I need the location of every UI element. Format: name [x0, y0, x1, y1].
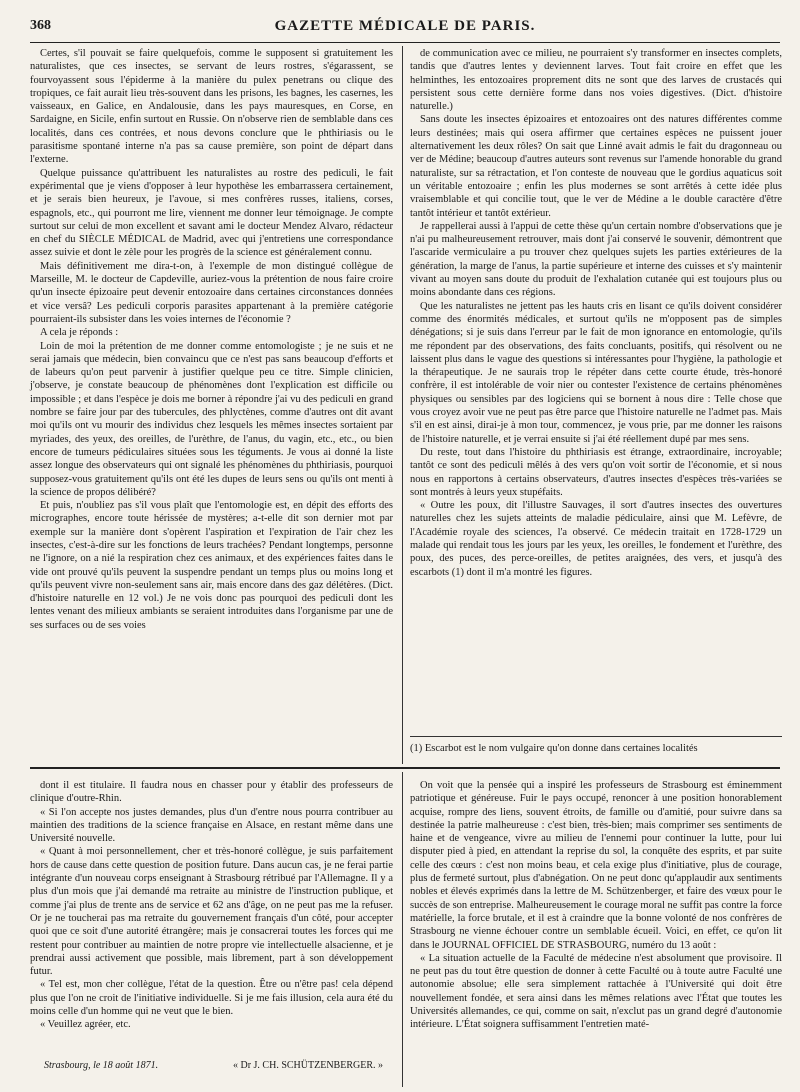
paragraph: Loin de moi la prétention de me donner comme entomologiste ; je ne suis et ne serai jamais que médecin, bien convaincu que ce n'est pas sans beaucoup d'efforts et de labeurs qu'on peut parvenir à justifier quelque peu ce titre. Simple clinicien, j'observe, je constate beaucoup de phénomènes dont l'explication est difficile ou impossible ; et dans l'espèce je dois me borner à répondre j'ai vu des pediculi en grand nombre se faire jour par des tubercules, des phlyctènes, comme d'autres ont dit avant moi qu'ils ont vu mourir des individus chez lesquels les mêmes insectes sortaient par myriades, des yeux, des oreilles, de l'urèthre, de l'anus, du vagin, etc., etc., ou bien encore de tumeurs pédiculaires situées sous les téguments. Je vous ai donné la liste assez longue des observateurs qui ont signalé les phénomènes du phthiriasis, pourquoi supposez-vous gratuitement qu'ils ont été les dupes de leurs sens ou qu'ils ont menti à la science de propos délibéré?	[30, 340, 393, 498]
signature-name: « Dr J. CH. SCHÜTZENBERGER. »	[232, 1060, 383, 1071]
page-number: 368	[30, 18, 51, 33]
section-divider	[30, 767, 780, 769]
paragraph: Quelque puissance qu'attribuent les naturalistes au rostre des pediculi, le fait expérimental que je viens d'opposer à leur hypothèse les embarrassera certainement, et je serais bien heureux, je l'avoue, si mes confrères russes, italiens, corses, espagnols, etc., qui pourront me lire, viennent me donner leur témoignage. Je compte surtout sur celui de mon excellent et savant ami le docteur Mendez Alvaro, rédacteur en chef du SIÈCLE MÉDICAL de Madrid, avec qui j'entretiens une correspondance assez suivie et dont le zèle pour les progrès de la science est généralement connu.	[30, 167, 393, 259]
column-2	[410, 47, 782, 579]
column-4	[410, 779, 782, 1032]
paragraph: On voit que la pensée qui a inspiré les professeurs de Strasbourg est éminemment patriotique et généreuse. Fuir le pays occupé, renoncer à une position honorablement acquise, rompre des liens, souvent étroits, de famille ou d'amitié, pour suivre dans sa destinée la patrie malheureuse : c'est bien, très-bien; mais comprimer ses sentiments de haine et de vengeance, vivre au milieu de l'ennemi pour continuer la lutte, pour lui disputer pied à pied, en attendant la reprise du sol, la conquête des esprits, et par suite celle des cœurs : c'est non moins beau, et cela exige plus d'initiative, plus de courage, plus de fermeté surtout, plus d'abnégation. On ne peut donc qu'applaudir aux sentiments nobles et élevés exprimés dans la lettre de M. Schützenberger, et faire des vœux pour le succès de son entreprise. Malheureusement le courage moral ne suffit pas contre la force matérielle, la force brutale, et il est à craindre que la bonne volonté de nos confrères de Strasbourg ne vienne échouer contre un semblable écueil. Voici, en effet, ce qu'on lit dans le JOURNAL OFFICIEL DE STRASBOURG, numéro du 13 août :	[410, 780, 782, 951]
column-3	[30, 779, 393, 1032]
paragraph: « Quant à moi personnellement, cher et très-honoré collègue, je suis parfaitement hors de cause dans cette question de position future. Dans aucun cas, je ne ferai partie intégrante d'un nouveau corps enseignant à Strasbourg rétribué par l'Allemagne. Il y a plus d'un mois que j'ai demandé ma retraite au ministre de l'instruction publique, et comme j'ai plus de trente ans de service et 62 ans d'âge, on ne peut pas me la refuser. Or je ne toucherai pas ma retraite du gouvernement français d'un côté, pour accepter quoi que ce soit d'une autorité étrangère; mais je consacrerai toutes les forces qui me restent pour contribuer au maintien de notre propre vie intellectuelle alsacienne, et je prendrai aussi activement que possible, mais librement, part à son développement futur.	[30, 846, 393, 978]
paragraph: « Tel est, mon cher collègue, l'état de la question. Être ou n'être pas! cela dépend plus que l'on ne croit de l'initiative individuelle. Si je me fais illusion, cela aura été du moins celle d'un homme qui ne veut que le bien.	[30, 979, 393, 1018]
paragraph: Que les naturalistes ne jettent pas les hauts cris en lisant ce qu'ils doivent considérer comme des énormités médicales, et surtout qu'ils ne m'opposent pas de simples dénégations; si je suis dans l'erreur par le fait de mon ignorance en entomologie, qu'ils me répondent par des observations, des faits concluants, positifs, qui résolvent ou ne laissent plus dans le vague des questions si intéressantes pour l'hygiène, la pathologie et la thérapeutique. Je ne saurais trop le répéter dans cette courte étude, très-honoré confrère, il est intolérable de voir nier ou contester l'existence de certains phénomènes physiques ou sensibles par des logiciens qui se bornent à nous dire : Telle chose que vous croyez avoir vue ne peut pas être parce que l'histoire naturelle ne l'admet pas. Mais s'il en est ainsi, dirai-je à mon tour, commencez, je vous prie, par me donner les raisons de l'histoire naturelle, et je verrai ensuite si j'ai été réellement dupé par mes sens.	[410, 300, 782, 445]
paragraph: « Outre les poux, dit l'illustre Sauvages, il sort d'autres insectes des ouvertures naturelles chez les sujets atteints de maladie pédiculaire, ainsi que M. Lefèvre, de l'Académie royale des sciences, l'a observé. Ce médecin traitait en 1728-1729 un malade qui rendait tous les jours par les yeux, les oreilles, le fondement et l'urèthre, des poux, des puces, des perce-oreilles, de petites araignées, des vers, et jusqu'à des escarbots (1) dont il m'a montré les figures.	[410, 500, 782, 578]
footnote-rule	[410, 736, 782, 737]
signature-date: Strasbourg, le 18 août 1871.	[44, 1060, 159, 1071]
paragraph: Sans doute les insectes épizoaires et entozoaires ont des natures différentes comme leurs destinées; mais qui osera affirmer que certaines espèces ne puissent jouer alternativement les deux rôles? On sait que Linné avait admis le fait du dragonneau ou ver de Médine; beaucoup d'autres auteurs sont revenus sur l'amende honorable du grand naturaliste, sur sa rétractation, et l'on conteste de nouveau que le gordius aquaticus soit un véritable entozoaire ; enfin les plus modernes se sont arrêtés à cette idée plus vraisemblable et qui concilie tout, que le ver de Médine a le double caractère d'être tantôt intérieur et tantôt extérieur.	[410, 114, 782, 219]
paragraph: Mais définitivement me dira-t-on, à l'exemple de mon distingué collègue de Marseille, M. le docteur de Capdeville, auriez-vous la prétention de nous faire croire qu'un insecte épizoaire peut devenir entozoaire dans certaines circonstances données et vice versâ? Les pediculi corporis parasites appartenant à la première catégorie pourraient-ils subsister dans les voies internes de l'économie ?	[30, 260, 393, 325]
paragraph: « La situation actuelle de la Faculté de médecine n'est absolument que provisoire. Il ne peut pas du tout être question de donner à cette Faculté ou à toute autre Faculté une autonomie absolue; elle sera simplement rattachée à l'Université qui doit être nouvellement fondée, et sera ainsi dans les mêmes relations avec l'État que toutes les Universités allemandes, ce qui, comme on sait, n'exclut pas un grand degré d'autonomie intérieure. L'État soignera suffisamment l'entretien maté-	[410, 952, 782, 1031]
column-1	[30, 47, 393, 632]
paragraph: Je rappellerai aussi à l'appui de cette thèse qu'un certain nombre d'observations que je n'ai pu malheureusement retrouver, mais dont j'ai conservé le souvenir, démontrent que l'ascaride vermiculaire a pu trouver chez quelques sujets les parties extérieures de la génération, la marge de l'anus, la partie supérieure et interne des cuisses et s'y maintenir vivant au moyen sans doute du produit de l'exhalation cutanée qui est toujours plus ou moins abondante dans ces régions.	[410, 220, 782, 299]
paragraph: Certes, s'il pouvait se faire quelquefois, comme le supposent si gratuitement les naturalistes, que ces insectes, se servant de leurs rostres, s'égarassent, se fourvoyassent sous l'épiderme à la manière du pulex penetrans ou clique des tropiques, ce fait aurait lieu très-souvent dans les prisons, les bagnes, les casernes, les vaisseaux, en Galice, en Andalousie, dans les pays mauresques, en Corse, en Sardaigne, en Sicile, enfin surtout en Russie. On n'observe rien de semblable dans ces localités, dans ces contrées, et nous devons conclure que le phthiriasis ou le parasitisme spontané interne n'a pas sa cause première, son point de départ dans l'externe.	[30, 48, 393, 166]
paragraph: « Si l'on accepte nos justes demandes, plus d'un d'entre nous pourra contribuer au maintien des traditions de la science française en Alsace, en restant même dans une Université nouvelle.	[30, 806, 393, 845]
paragraph: de communication avec ce milieu, ne pourraient s'y transformer en insectes complets, tandis que d'autres lentes y deviennent larves. Tout fait croire en effet que les helminthes, les entozoaires proprement dits ne sont que des larves de crustacés qui persistent sous cette dernière forme dans nos voies digestives. (Dict. d'histoire naturelle.)	[410, 48, 782, 113]
paragraph: « Veuillez agréer, etc.	[40, 1019, 131, 1031]
paragraph: Et puis, n'oubliez pas s'il vous plaît que l'entomologie est, en dépit des efforts des micrographes, encore toute hérissée de mystères; a-t-elle dit son dernier mot par exemple sur la manière dont s'opèrent l'aspiration et l'expiration de l'air chez les insectes, c'est-à-dire sur les fonctions de leurs trachées? Pendant longtemps, personne ne l'ignore, on a nié la respiration chez ces animaux, et des expériences faites dans le vide ont prouvé qu'ils peuvent la suspendre pendant un temps plus ou moins long et qu'ils peuvent vivre non-seulement sans air, mais encore dans des gaz délétères. (Dict. d'histoire naturelle en 12 vol.) Je ne vois donc pas pourquoi des pediculi dont les lentes venant des milieux ambiants se seraient introduites dans l'organisme par une de ses surfaces ou de ses voies	[30, 500, 393, 631]
column-divider	[402, 772, 403, 1087]
paragraph: dont il est titulaire. Il faudra nous en chasser pour y établir des professeurs de clinique d'outre-Rhin.	[30, 780, 393, 805]
paragraph: Du reste, tout dans l'histoire du phthiriasis est étrange, extraordinaire, incroyable; tantôt ce sont des pediculi mêlés à des vers qu'on voit sortir de l'économie, et si nous nous en rapportons à certains observateurs, d'autres insectes d'espèces très-variées se sont montrés à leurs yeux stupéfaits.	[410, 446, 782, 498]
footnote: (1) Escarbot est le nom vulgaire qu'on donne dans certaines localités	[410, 743, 698, 754]
column-divider	[402, 46, 403, 764]
header-rule	[30, 42, 780, 43]
paragraph: A cela je réponds :	[40, 327, 119, 339]
journal-title: GAZETTE MÉDICALE DE PARIS.	[274, 18, 536, 34]
page-header	[30, 18, 780, 40]
